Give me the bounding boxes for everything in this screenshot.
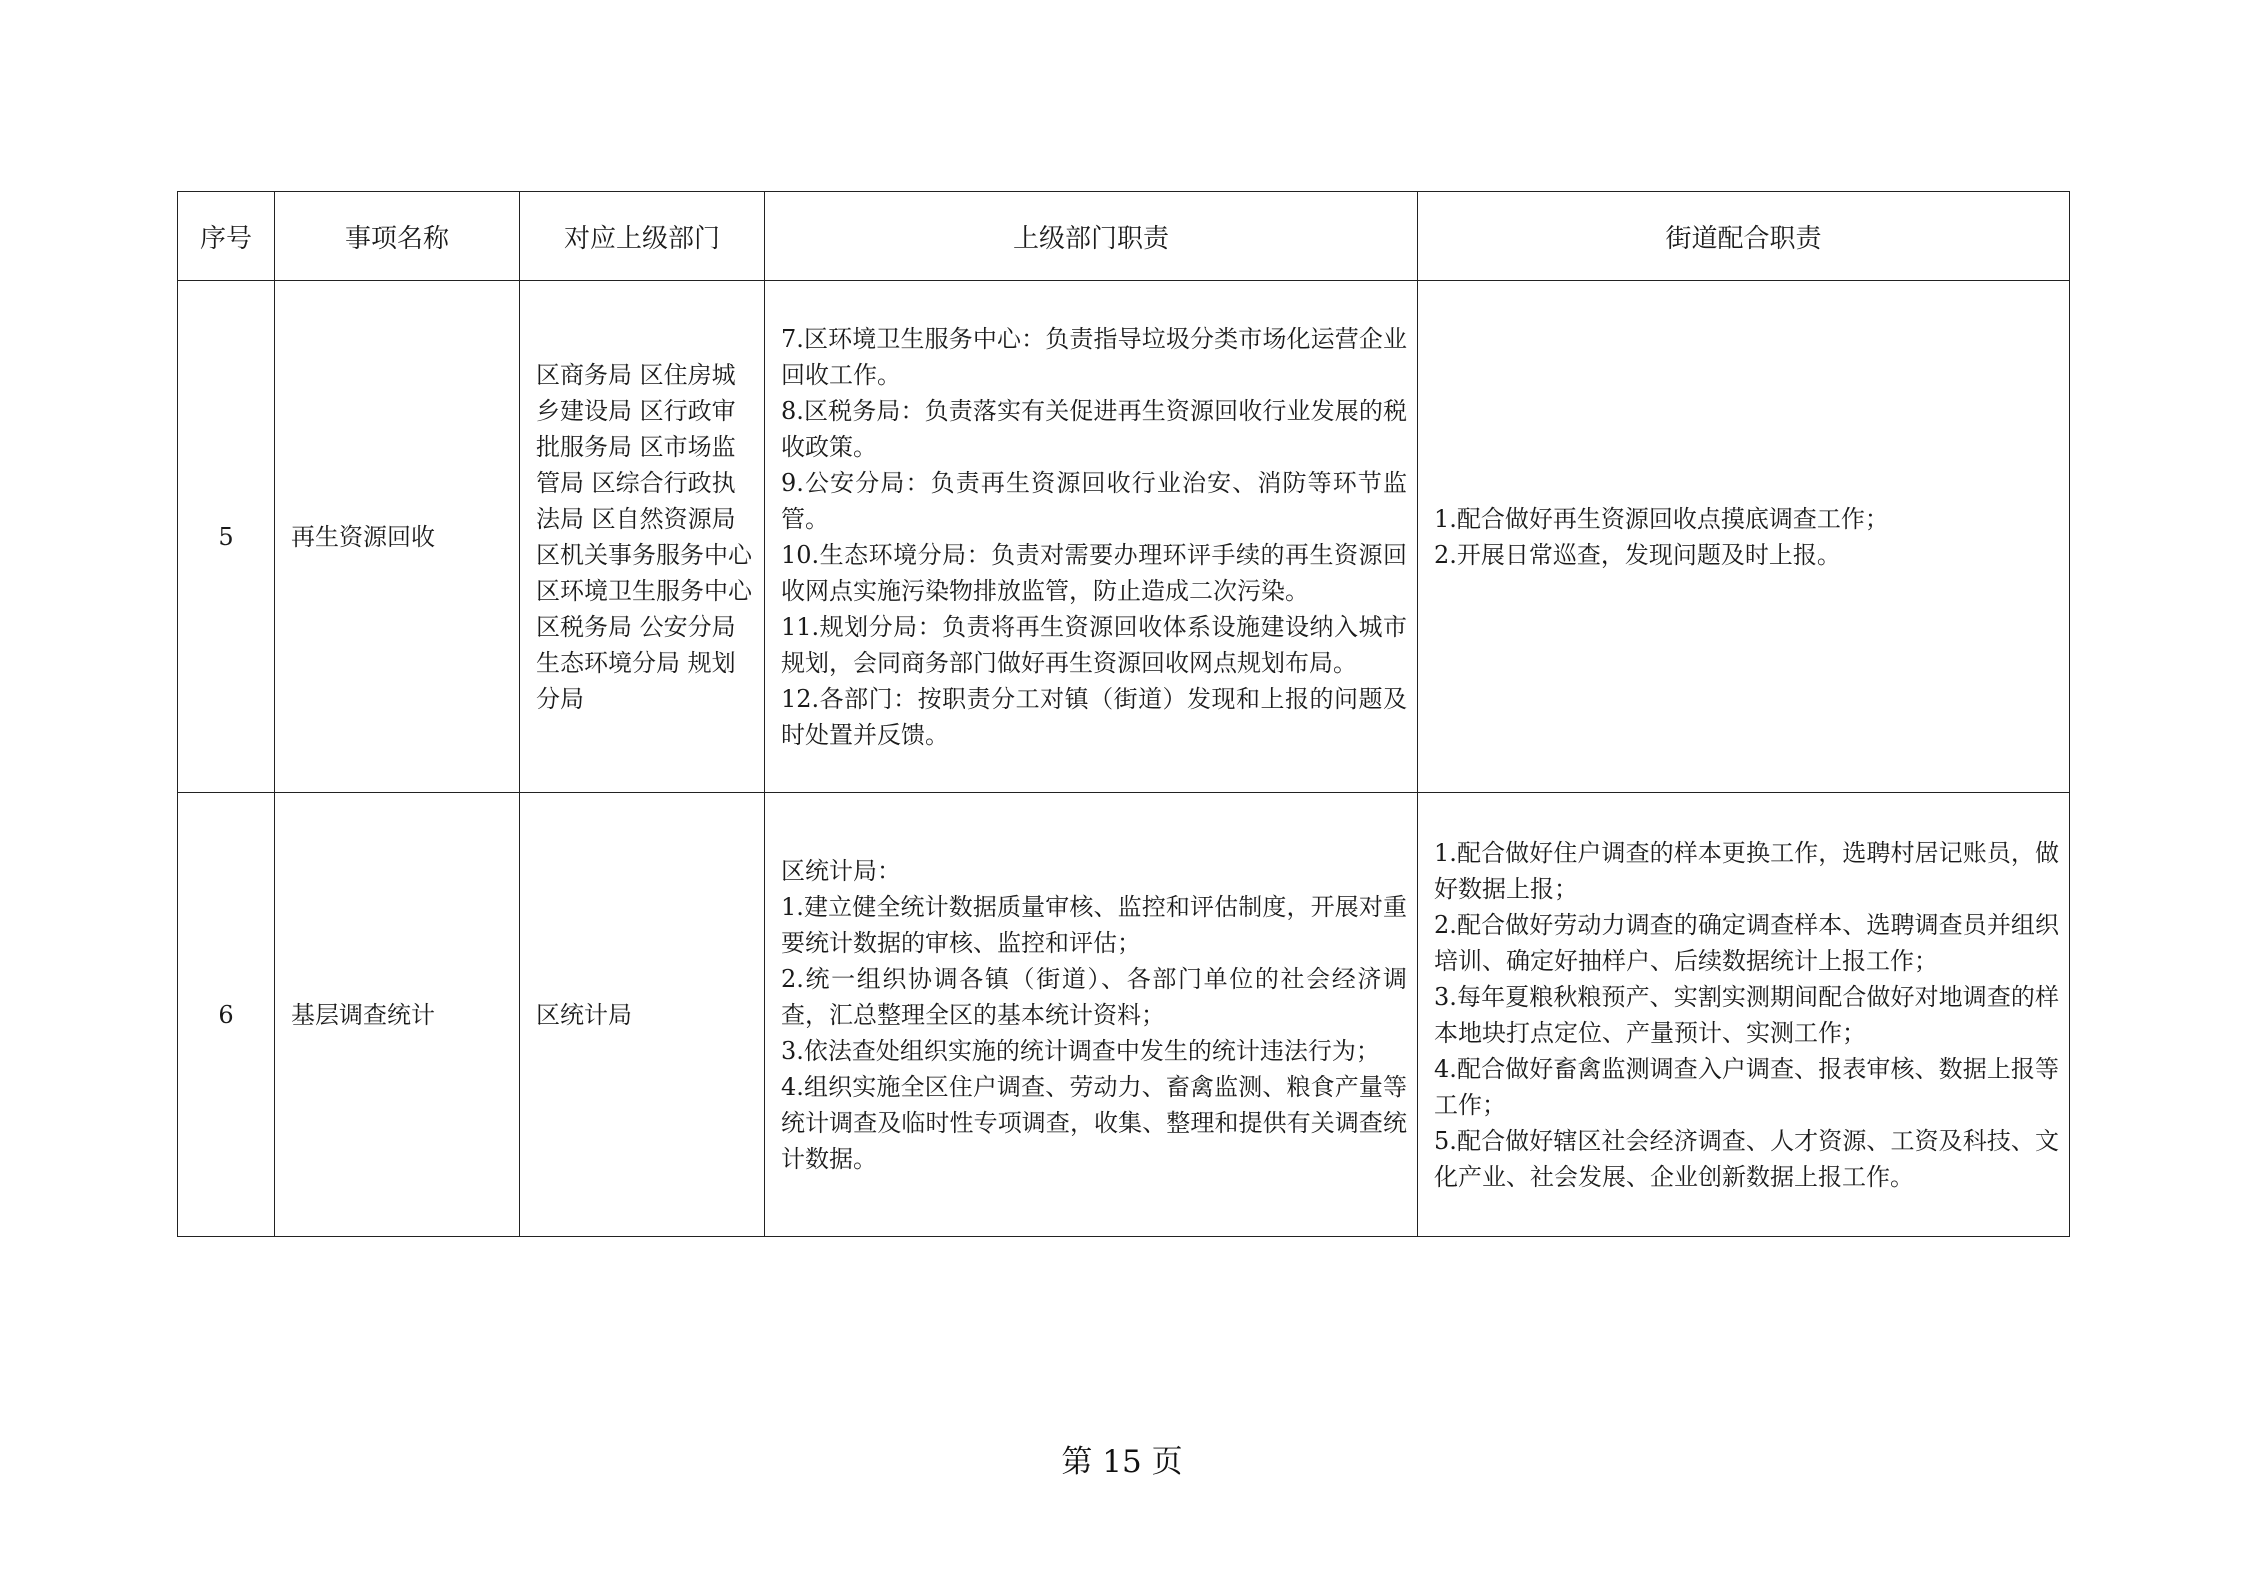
table-row bbox=[178, 793, 2070, 1237]
table-header-row bbox=[178, 192, 2070, 281]
row-duty bbox=[765, 281, 1418, 793]
coop-line: 2.开展日常巡查，发现问题及时上报。 bbox=[1434, 540, 1841, 569]
header-coop: 街道配合职责 bbox=[1418, 192, 2070, 281]
coop-line: 1.配合做好再生资源回收点摸底调查工作； bbox=[1434, 504, 1889, 533]
duty-line: 12.各部门：按职责分工对镇（街道）发现和上报的问题及时处置并反馈。 bbox=[781, 684, 1407, 749]
coop-line: 4.配合做好畜禽监测调查入户调查、报表审核、数据上报等工作； bbox=[1434, 1054, 2059, 1119]
coop-line: 3.每年夏粮秋粮预产、实割实测期间配合做好对地调查的样本地块打点定位、产量预计、实测工作； bbox=[1434, 982, 2059, 1047]
duty-line: 4.组织实施全区住户调查、劳动力、畜禽监测、粮食产量等统计调查及临时性专项调查，收集、整理和提供有关调查统计数据。 bbox=[781, 1072, 1407, 1173]
coop-line: 5.配合做好辖区社会经济调查、人才资源、工资及科技、文化产业、社会发展、企业创新数据上报工作。 bbox=[1434, 1126, 2059, 1191]
duty-line: 2.统一组织协调各镇（街道）、各部门单位的社会经济调查，汇总整理全区的基本统计资料； bbox=[781, 964, 1407, 1029]
duty-line: 1.建立健全统计数据质量审核、监控和评估制度，开展对重要统计数据的审核、监控和评估； bbox=[781, 892, 1407, 957]
row-duty bbox=[765, 793, 1418, 1237]
row-index: 6 bbox=[178, 793, 275, 1237]
duty-line: 区统计局： bbox=[781, 856, 901, 885]
duty-line: 3.依法查处组织实施的统计调查中发生的统计违法行为； bbox=[781, 1036, 1380, 1065]
table-row bbox=[178, 281, 2070, 793]
row-item-name: 基层调查统计 bbox=[275, 793, 520, 1237]
duty-line: 10.生态环境分局：负责对需要办理环评手续的再生资源回收网点实施污染物排放监管，防止造成二次污染。 bbox=[781, 540, 1407, 605]
duty-line: 7.区环境卫生服务中心：负责指导垃圾分类市场化运营企业回收工作。 bbox=[781, 324, 1407, 389]
row-dept: 区商务局 区住房城乡建设局 区行政审批服务局 区市场监管局 区综合行政执法局 区自然资源局 区机关事务服务中心 区环境卫生服务中心 区税务局 公安分局 生态环境分局 规划分局 bbox=[520, 281, 765, 793]
row-dept: 区统计局 bbox=[520, 793, 765, 1237]
coop-line: 1.配合做好住户调查的样本更换工作，选聘村居记账员，做好数据上报； bbox=[1434, 838, 2059, 903]
row-coop bbox=[1418, 281, 2070, 793]
row-coop bbox=[1418, 793, 2070, 1237]
duty-line: 9.公安分局：负责再生资源回收行业治安、消防等环节监管。 bbox=[781, 468, 1407, 533]
coop-line: 2.配合做好劳动力调查的确定调查样本、选聘调查员并组织培训、确定好抽样户、后续数据统计上报工作； bbox=[1434, 910, 2059, 975]
header-item-name: 事项名称 bbox=[275, 192, 520, 281]
row-index: 5 bbox=[178, 281, 275, 793]
row-item-name: 再生资源回收 bbox=[275, 281, 520, 793]
header-dept: 对应上级部门 bbox=[520, 192, 765, 281]
duty-line: 8.区税务局：负责落实有关促进再生资源回收行业发展的税收政策。 bbox=[781, 396, 1407, 461]
page-number: 第 15 页 bbox=[1061, 1444, 1183, 1480]
header-duty: 上级部门职责 bbox=[765, 192, 1418, 281]
duty-line: 11.规划分局：负责将再生资源回收体系设施建设纳入城市规划，会同商务部门做好再生资源回收网点规划布局。 bbox=[781, 612, 1407, 677]
header-index: 序号 bbox=[178, 192, 275, 281]
duty-table bbox=[177, 191, 2070, 1237]
